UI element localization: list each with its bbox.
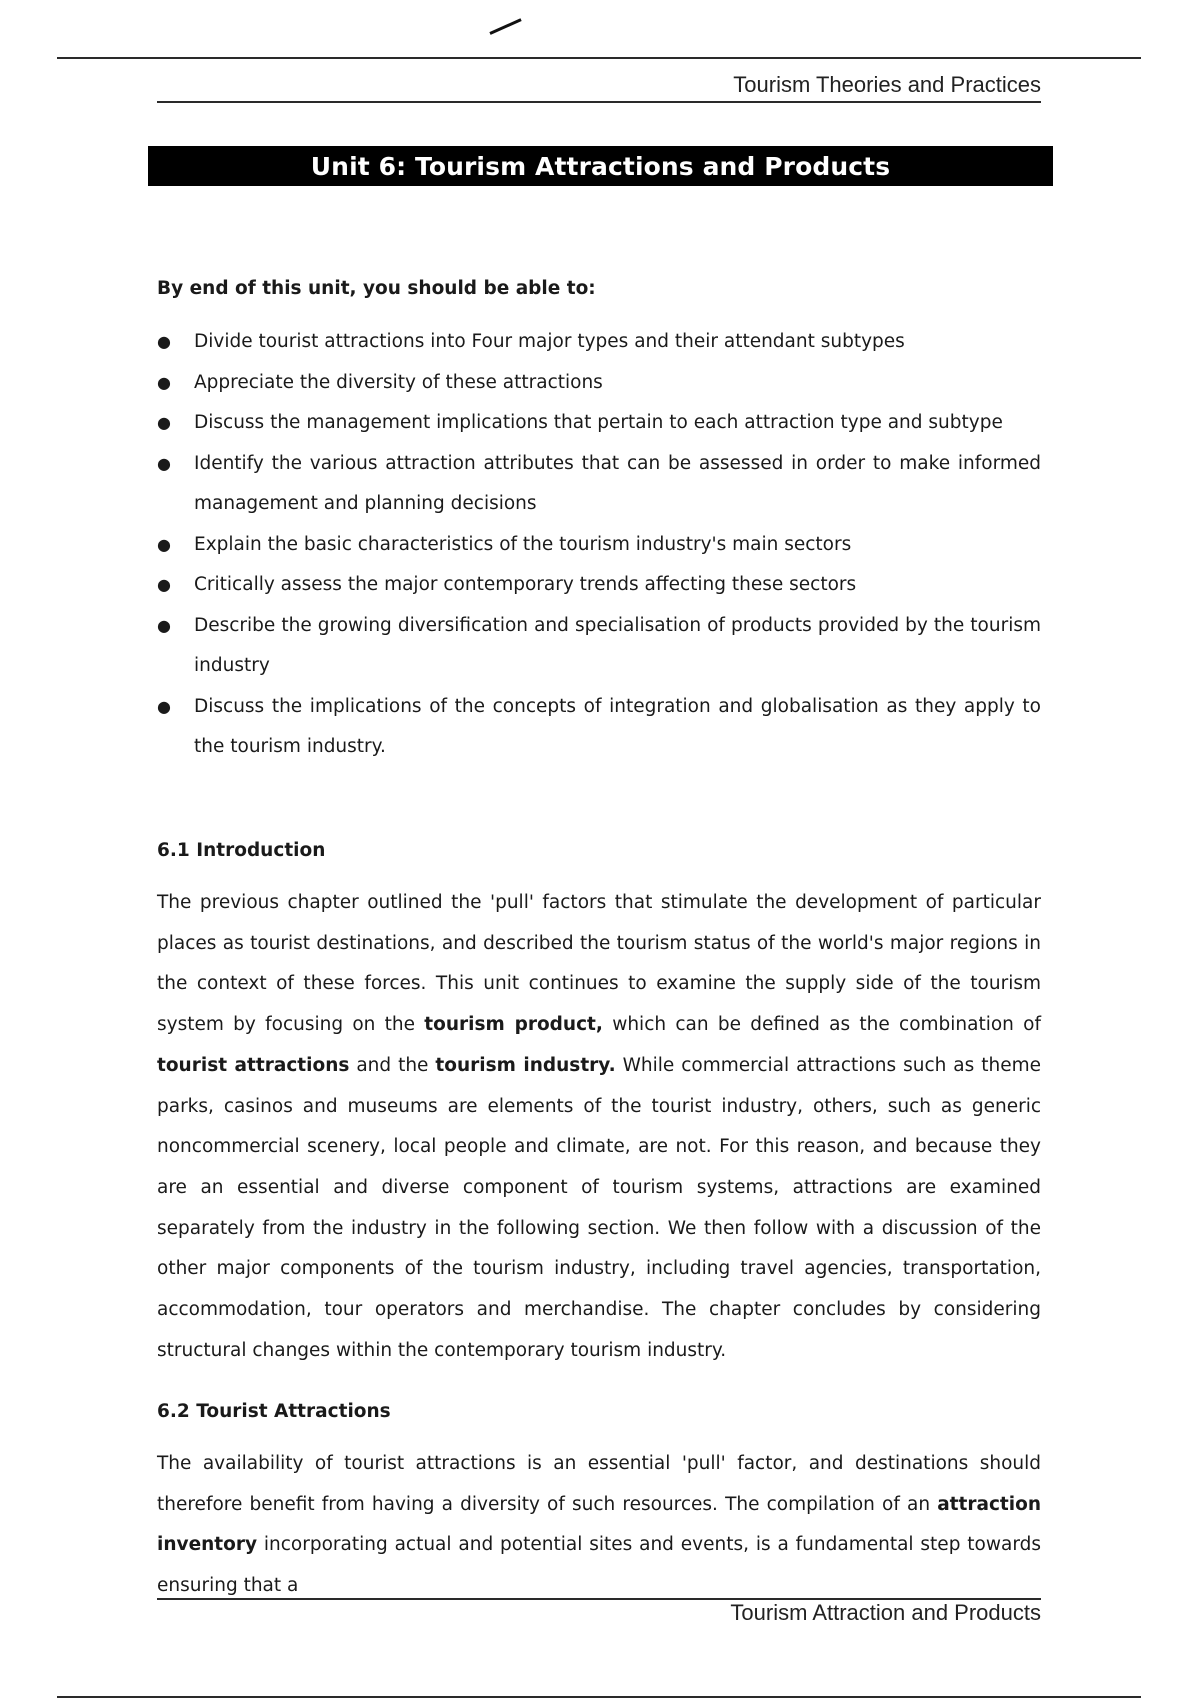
unit-title-banner: [148, 146, 1053, 186]
bullet-icon: ●: [157, 534, 171, 554]
list-item: ● Critically assess the major contemporary trends affecting these sectors: [157, 565, 1041, 606]
list-item: ● Discuss the management implications that pertain to each attraction type and subtype: [157, 403, 1041, 444]
bullet-icon: ●: [157, 696, 171, 716]
header-running-title: Tourism Theories and Practices: [733, 72, 1041, 97]
list-item: ● Appreciate the diversity of these attractions: [157, 363, 1041, 404]
list-item: ● Identify the various attraction attributes that can be assessed in order to make informed management and planning decisions: [157, 444, 1041, 525]
footer-running-title: Tourism Attraction and Products: [730, 1600, 1041, 1625]
objectives-list: [157, 322, 1041, 768]
attractions-section: [157, 1401, 1041, 1607]
bullet-icon: ●: [157, 453, 171, 473]
attractions-paragraph: The availability of tourist attractions is an essential 'pull' factor, and destinations should therefore benefit from having a diversity of such resources. The compilation of an attraction inventory incorporating actual and potential sites and events, is a fundamental step towards ensuring that a: [157, 1453, 1041, 1597]
section-heading-attractions: 6.2 Tourist Attractions: [157, 1401, 391, 1422]
unit-title: Unit 6: Tourism Attractions and Products: [310, 151, 891, 181]
objectives-section: [157, 278, 1041, 768]
objectives-lead: By end of this unit, you should be able to:: [157, 278, 596, 299]
bullet-icon: ●: [157, 372, 171, 392]
bullet-icon: ●: [157, 615, 171, 635]
pen-stroke-mark: [489, 18, 521, 35]
list-item: ● Explain the basic characteristics of the tourism industry's main sectors: [157, 525, 1041, 566]
top-page-rule: [57, 57, 1141, 59]
introduction-section: [157, 840, 1041, 1371]
bullet-icon: ●: [157, 332, 171, 351]
bullet-icon: ●: [157, 413, 171, 432]
list-item: ● Discuss the implications of the concepts of integration and globalisation as they apply to the tourism industry.: [157, 687, 1041, 768]
list-item: ● Describe the growing diversification and specialisation of products provided by the tourism industry: [157, 606, 1041, 687]
header-rule: [157, 101, 1041, 103]
list-item: ● Divide tourist attractions into Four major types and their attendant subtypes: [157, 322, 1041, 363]
section-heading-introduction: 6.1 Introduction: [157, 840, 326, 861]
bullet-icon: ●: [157, 575, 171, 594]
introduction-paragraph: The previous chapter outlined the 'pull' factors that stimulate the development of particular places as tourist destinations, and described the tourism status of the world's major regions in the context of these forces. This unit continues to examine the supply side of the tourism system by focusing on the tourism product, which can be defined as the combination of tourist attractions and the tourism industry. While commercial attractions such as theme parks, casinos and museums are elements of the tourist industry, others, such as generic noncommercial scenery, local people and climate, are not. For this reason, and because they are an essential and diverse component of tourism systems, attractions are examined separately from the industry in the following section. We then follow with a discussion of the other major components of the tourism industry, including travel agencies, transportation, accommodation, tour operators and merchandise. The chapter concludes by considering structural changes within the contemporary tourism industry.: [157, 892, 1042, 1361]
bottom-page-rule: [57, 1696, 1141, 1698]
